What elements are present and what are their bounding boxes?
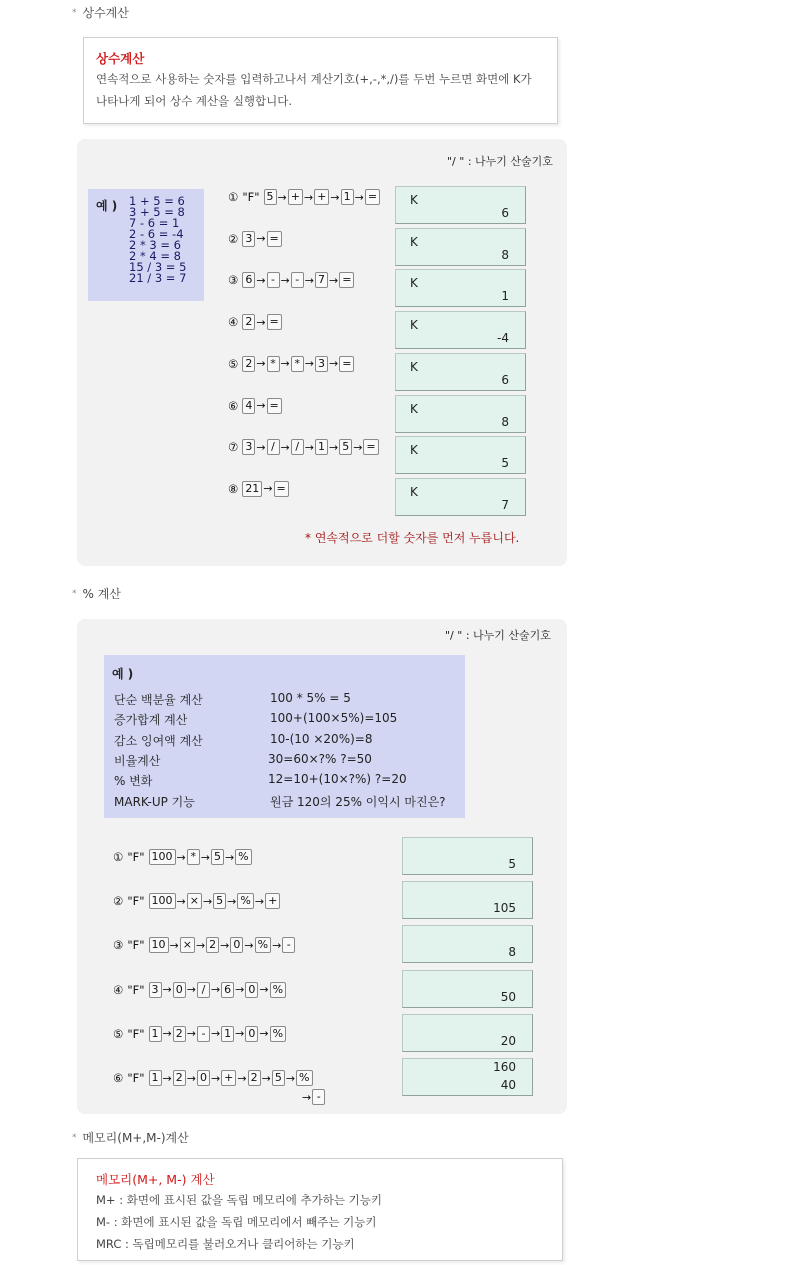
mode-f-label: "F" bbox=[127, 850, 145, 864]
percent-example-formula: 원금 120의 25% 이익시 마진은? bbox=[270, 794, 446, 809]
step-row bbox=[228, 231, 282, 247]
key-button: = bbox=[267, 398, 282, 414]
key-button: 0 bbox=[197, 1070, 210, 1086]
key-button: 6 bbox=[221, 982, 234, 998]
key-button: 100 bbox=[149, 849, 176, 865]
example-line: 21 / 3 = 7 bbox=[129, 271, 187, 285]
display-value: 5 bbox=[508, 857, 516, 871]
key-button: % bbox=[255, 937, 271, 953]
step-number: ② bbox=[113, 894, 124, 909]
arrow-icon: → bbox=[162, 1027, 172, 1041]
step-number: ⑤ bbox=[228, 356, 239, 371]
key-button: 2 bbox=[242, 314, 255, 330]
percent-example-formula: 100 * 5% = 5 bbox=[270, 691, 351, 705]
constant-panel bbox=[77, 139, 567, 566]
display-value: 8 bbox=[501, 414, 509, 429]
key-button: × bbox=[180, 937, 195, 953]
lcd-display bbox=[395, 311, 526, 349]
arrow-icon: → bbox=[210, 1027, 221, 1041]
arrow-icon: → bbox=[224, 850, 235, 864]
key-button: - bbox=[291, 272, 304, 288]
display-value: 6 bbox=[501, 372, 509, 387]
key-button: 2 bbox=[173, 1070, 186, 1086]
constant-k-indicator: K bbox=[410, 443, 418, 458]
division-symbol-note: "/ " : 나누기 산술기호 bbox=[445, 629, 551, 642]
key-button: 2 bbox=[206, 937, 219, 953]
constant-remark: * 연속적으로 더할 숫자를 먼저 누릅니다. bbox=[305, 531, 520, 545]
arrow-icon: → bbox=[256, 232, 266, 246]
lcd-display bbox=[395, 228, 526, 266]
key-button: 3 bbox=[242, 231, 255, 247]
arrow-icon: → bbox=[256, 440, 266, 454]
arrow-icon: → bbox=[220, 938, 230, 952]
key-button: 5 bbox=[211, 849, 224, 865]
division-symbol-note: "/ " : 나누기 산술기호 bbox=[447, 155, 553, 168]
key-button: = bbox=[267, 314, 282, 330]
key-button: / bbox=[267, 439, 280, 455]
arrow-icon: → bbox=[186, 983, 196, 997]
step-number: ⑦ bbox=[228, 440, 239, 455]
section-title-percent: * % 계산 bbox=[72, 587, 121, 601]
constant-k-indicator: K bbox=[410, 318, 418, 333]
lcd-display bbox=[395, 269, 526, 307]
step-row bbox=[113, 893, 280, 909]
key-button: = bbox=[365, 189, 380, 205]
mode-f-label: "F" bbox=[127, 1026, 145, 1041]
arrow-icon: → bbox=[254, 894, 265, 908]
arrow-icon: → bbox=[263, 482, 273, 496]
arrow-icon: → bbox=[280, 440, 290, 454]
key-button: - bbox=[267, 272, 280, 288]
key-button: = bbox=[267, 231, 282, 247]
percent-example-formula: 12=10+(10×?%) ?=20 bbox=[268, 772, 407, 787]
display-value: 7 bbox=[501, 497, 509, 512]
example-line: 2 * 4 = 8 bbox=[129, 249, 181, 263]
key-button: 5 bbox=[264, 189, 277, 205]
display-value: 50 bbox=[500, 989, 516, 1004]
bullet-icon: * bbox=[72, 1133, 77, 1143]
arrow-icon: → bbox=[328, 273, 339, 287]
step-number: ⑤ bbox=[113, 1026, 124, 1041]
arrow-icon: → bbox=[200, 850, 210, 864]
constant-note-line1: 연속적으로 사용하는 숫자를 입력하고나서 계산기호(+,-,*,/)를 두번 누르면 화면에 K가 bbox=[96, 72, 532, 86]
arrow-icon: → bbox=[186, 1071, 196, 1085]
key-button: = bbox=[339, 272, 354, 288]
arrow-icon: → bbox=[285, 1071, 296, 1085]
arrow-icon: → bbox=[354, 190, 364, 204]
key-button: * bbox=[187, 849, 200, 865]
constant-k-indicator: K bbox=[410, 484, 418, 499]
arrow-icon: → bbox=[162, 1071, 172, 1085]
step-number: ⑥ bbox=[228, 398, 239, 413]
constant-note-line2: 나타나게 되어 상수 계산을 실행합니다. bbox=[96, 94, 293, 108]
percent-example-label: % 변화 bbox=[114, 774, 153, 789]
step-row bbox=[228, 189, 380, 205]
percent-example-label: 증가합계 계산 bbox=[114, 713, 188, 728]
key-button: 5 bbox=[339, 439, 352, 455]
memory-note-box bbox=[77, 1158, 563, 1261]
example-line: 3 + 5 = 8 bbox=[129, 205, 185, 219]
arrow-icon: → bbox=[259, 1027, 269, 1041]
arrow-icon: → bbox=[244, 938, 254, 952]
arrow-icon: → bbox=[303, 190, 314, 204]
percent-example-formula: 100+(100×5%)=105 bbox=[270, 711, 398, 726]
key-button: 3 bbox=[315, 356, 328, 372]
arrow-icon: → bbox=[235, 983, 245, 997]
constant-note-box bbox=[83, 37, 558, 124]
key-button: 1 bbox=[315, 439, 328, 455]
arrow-icon: → bbox=[169, 938, 179, 952]
arrow-icon: → bbox=[304, 273, 314, 287]
key-button: % bbox=[237, 893, 253, 909]
arrow-icon: → bbox=[302, 1090, 312, 1104]
example-line: 2 - 6 = -4 bbox=[129, 227, 184, 241]
mode-f-label: "F" bbox=[127, 938, 145, 953]
example-line: 1 + 5 = 6 bbox=[129, 194, 185, 208]
example-line: 15 / 3 = 5 bbox=[129, 260, 187, 274]
arrow-icon: → bbox=[280, 357, 290, 371]
step-row bbox=[228, 481, 289, 497]
constant-k-indicator: K bbox=[410, 276, 418, 291]
example-line: 7 - 6 = 1 bbox=[129, 216, 180, 230]
step-row bbox=[228, 398, 282, 414]
key-button: 0 bbox=[245, 1026, 258, 1042]
step-row bbox=[113, 937, 295, 953]
arrow-icon: → bbox=[210, 983, 221, 997]
key-button: / bbox=[197, 982, 210, 998]
arrow-icon: → bbox=[280, 273, 290, 287]
display-value: 1 bbox=[501, 289, 509, 304]
step-number: ③ bbox=[228, 273, 239, 288]
key-button: 0 bbox=[173, 982, 186, 998]
lcd-display bbox=[395, 395, 526, 433]
arrow-icon: → bbox=[176, 894, 186, 908]
key-button: 5 bbox=[213, 893, 226, 909]
step-number: ⑥ bbox=[113, 1071, 124, 1085]
arrow-icon: → bbox=[256, 315, 266, 329]
key-button: % bbox=[270, 982, 286, 998]
key-button: = bbox=[274, 481, 289, 497]
step-row bbox=[228, 272, 354, 288]
percent-example-label: MARK-UP 기능 bbox=[114, 794, 195, 809]
percent-example-label: 단순 백분율 계산 bbox=[114, 693, 203, 707]
memory-note-title: 메모리(M+, M-) 계산 bbox=[96, 1172, 215, 1187]
percent-example-formula: 30=60×?% ?=50 bbox=[268, 751, 372, 766]
display-value: 8 bbox=[501, 247, 509, 262]
mode-f-label: "F" bbox=[127, 1071, 145, 1085]
key-button: 1 bbox=[149, 1026, 162, 1042]
percent-example-label: 감소 잉여액 계산 bbox=[114, 733, 203, 748]
example-label: 예 ) bbox=[112, 667, 134, 681]
key-button: 1 bbox=[149, 1070, 162, 1086]
step-number: ⑧ bbox=[228, 481, 239, 496]
memory-line-mminus: M- : 화면에 표시된 값을 독립 메모리에서 빼주는 기능키 bbox=[96, 1215, 377, 1229]
display-value-bottom: 40 bbox=[500, 1078, 516, 1092]
key-button: - bbox=[282, 937, 295, 953]
arrow-icon: → bbox=[227, 894, 237, 908]
lcd-display bbox=[402, 970, 533, 1008]
mode-f-label: "F" bbox=[127, 894, 145, 909]
step-row-continued bbox=[301, 1089, 325, 1105]
display-value: 6 bbox=[501, 206, 509, 220]
arrow-icon: → bbox=[256, 273, 266, 287]
key-button: = bbox=[339, 356, 354, 372]
step-number: ④ bbox=[228, 315, 239, 330]
percent-example-box bbox=[104, 655, 465, 818]
lcd-display bbox=[402, 837, 533, 875]
key-button: 7 bbox=[315, 272, 328, 288]
constant-k-indicator: K bbox=[410, 193, 418, 207]
key-button: 4 bbox=[242, 398, 255, 414]
step-row bbox=[113, 982, 286, 998]
example-list bbox=[129, 196, 186, 284]
key-button: % bbox=[270, 1026, 286, 1042]
key-button: 2 bbox=[173, 1026, 186, 1042]
arrow-icon: → bbox=[304, 357, 314, 371]
step-row bbox=[228, 439, 379, 455]
arrow-icon: → bbox=[186, 1027, 196, 1041]
display-value: 20 bbox=[500, 1033, 516, 1048]
key-button: 0 bbox=[230, 937, 243, 953]
key-button: % bbox=[235, 849, 251, 865]
step-number: ③ bbox=[113, 938, 124, 953]
constant-k-indicator: K bbox=[410, 359, 418, 374]
key-button: 2 bbox=[242, 356, 255, 372]
display-value: 105 bbox=[493, 901, 516, 916]
step-number: ④ bbox=[113, 982, 124, 997]
step-number: ② bbox=[228, 231, 239, 246]
step-number: ① bbox=[228, 190, 239, 204]
memory-line-mplus: M+ : 화면에 표시된 값을 독립 메모리에 추가하는 기능키 bbox=[96, 1193, 382, 1207]
example-label: 예 ) bbox=[96, 199, 118, 213]
arrow-icon: → bbox=[259, 983, 269, 997]
section-title-memory: * 메모리(M+,M-)계산 bbox=[72, 1131, 189, 1145]
key-button: 5 bbox=[272, 1070, 285, 1086]
arrow-icon: → bbox=[330, 190, 340, 204]
example-line: 2 * 3 = 6 bbox=[129, 238, 181, 252]
arrow-icon: → bbox=[328, 440, 339, 454]
memory-line-mrc: MRC : 독립메모리를 불러오거나 클리어하는 기능키 bbox=[96, 1237, 355, 1251]
lcd-display bbox=[402, 1058, 533, 1096]
lcd-display bbox=[395, 186, 526, 224]
section-title-constant: * 상수계산 bbox=[72, 6, 129, 20]
arrow-icon: → bbox=[202, 894, 213, 908]
arrow-icon: → bbox=[162, 983, 172, 997]
key-button: 21 bbox=[242, 481, 262, 497]
arrow-icon: → bbox=[256, 399, 266, 412]
arrow-icon: → bbox=[261, 1071, 271, 1085]
key-button: × bbox=[187, 893, 202, 909]
key-button: - bbox=[312, 1089, 325, 1105]
step-number: ① bbox=[113, 850, 124, 864]
constant-example-box bbox=[88, 189, 204, 301]
key-button: + bbox=[221, 1070, 236, 1086]
key-button: 3 bbox=[149, 982, 162, 998]
lcd-display bbox=[395, 436, 526, 474]
key-button: * bbox=[267, 356, 280, 372]
key-button: + bbox=[314, 189, 329, 205]
arrow-icon: → bbox=[256, 357, 266, 371]
key-button: * bbox=[291, 356, 304, 372]
arrow-icon: → bbox=[235, 1027, 245, 1041]
key-button: / bbox=[291, 439, 304, 455]
display-value-top: 160 bbox=[493, 1060, 516, 1074]
percent-example-formula: 10-(10 ×20%)=8 bbox=[270, 731, 373, 746]
arrow-icon: → bbox=[210, 1071, 221, 1085]
lcd-display bbox=[395, 478, 526, 516]
lcd-display bbox=[402, 1014, 533, 1052]
bullet-icon: * bbox=[72, 8, 77, 18]
lcd-display bbox=[402, 925, 533, 963]
arrow-icon: → bbox=[176, 850, 186, 864]
key-button: 2 bbox=[248, 1070, 261, 1086]
bullet-icon: * bbox=[72, 589, 77, 599]
step-row bbox=[228, 314, 282, 330]
key-button: + bbox=[288, 189, 303, 205]
arrow-icon: → bbox=[237, 1071, 247, 1085]
key-button: 6 bbox=[242, 272, 255, 288]
percent-example-label: 비율계산 bbox=[114, 753, 161, 768]
step-row bbox=[113, 1026, 286, 1042]
key-button: % bbox=[296, 1070, 312, 1086]
key-button: 100 bbox=[149, 893, 176, 909]
key-button: 1 bbox=[341, 189, 354, 205]
constant-k-indicator: K bbox=[410, 234, 418, 249]
arrow-icon: → bbox=[304, 440, 314, 454]
step-row bbox=[228, 356, 354, 372]
arrow-icon: → bbox=[353, 440, 363, 454]
key-button: = bbox=[363, 439, 378, 455]
lcd-display bbox=[402, 881, 533, 919]
key-button: - bbox=[197, 1026, 210, 1042]
key-button: 1 bbox=[221, 1026, 234, 1042]
arrow-icon: → bbox=[328, 357, 339, 371]
mode-f-label: "F" bbox=[242, 190, 260, 204]
mode-f-label: "F" bbox=[127, 982, 145, 997]
display-value: 8 bbox=[508, 945, 516, 960]
key-button: + bbox=[265, 893, 280, 909]
key-button: 10 bbox=[149, 937, 169, 953]
display-value: -4 bbox=[497, 331, 509, 346]
step-row bbox=[113, 1070, 313, 1086]
key-button: 3 bbox=[242, 439, 255, 455]
arrow-icon: → bbox=[195, 938, 206, 952]
lcd-display bbox=[395, 353, 526, 391]
key-button: 0 bbox=[245, 982, 258, 998]
display-value: 5 bbox=[501, 456, 509, 471]
arrow-icon: → bbox=[277, 190, 287, 204]
constant-note-title: 상수계산 bbox=[96, 51, 145, 66]
percent-panel bbox=[77, 619, 567, 1114]
constant-k-indicator: K bbox=[410, 401, 418, 416]
step-row bbox=[113, 849, 252, 865]
arrow-icon: → bbox=[272, 938, 282, 952]
